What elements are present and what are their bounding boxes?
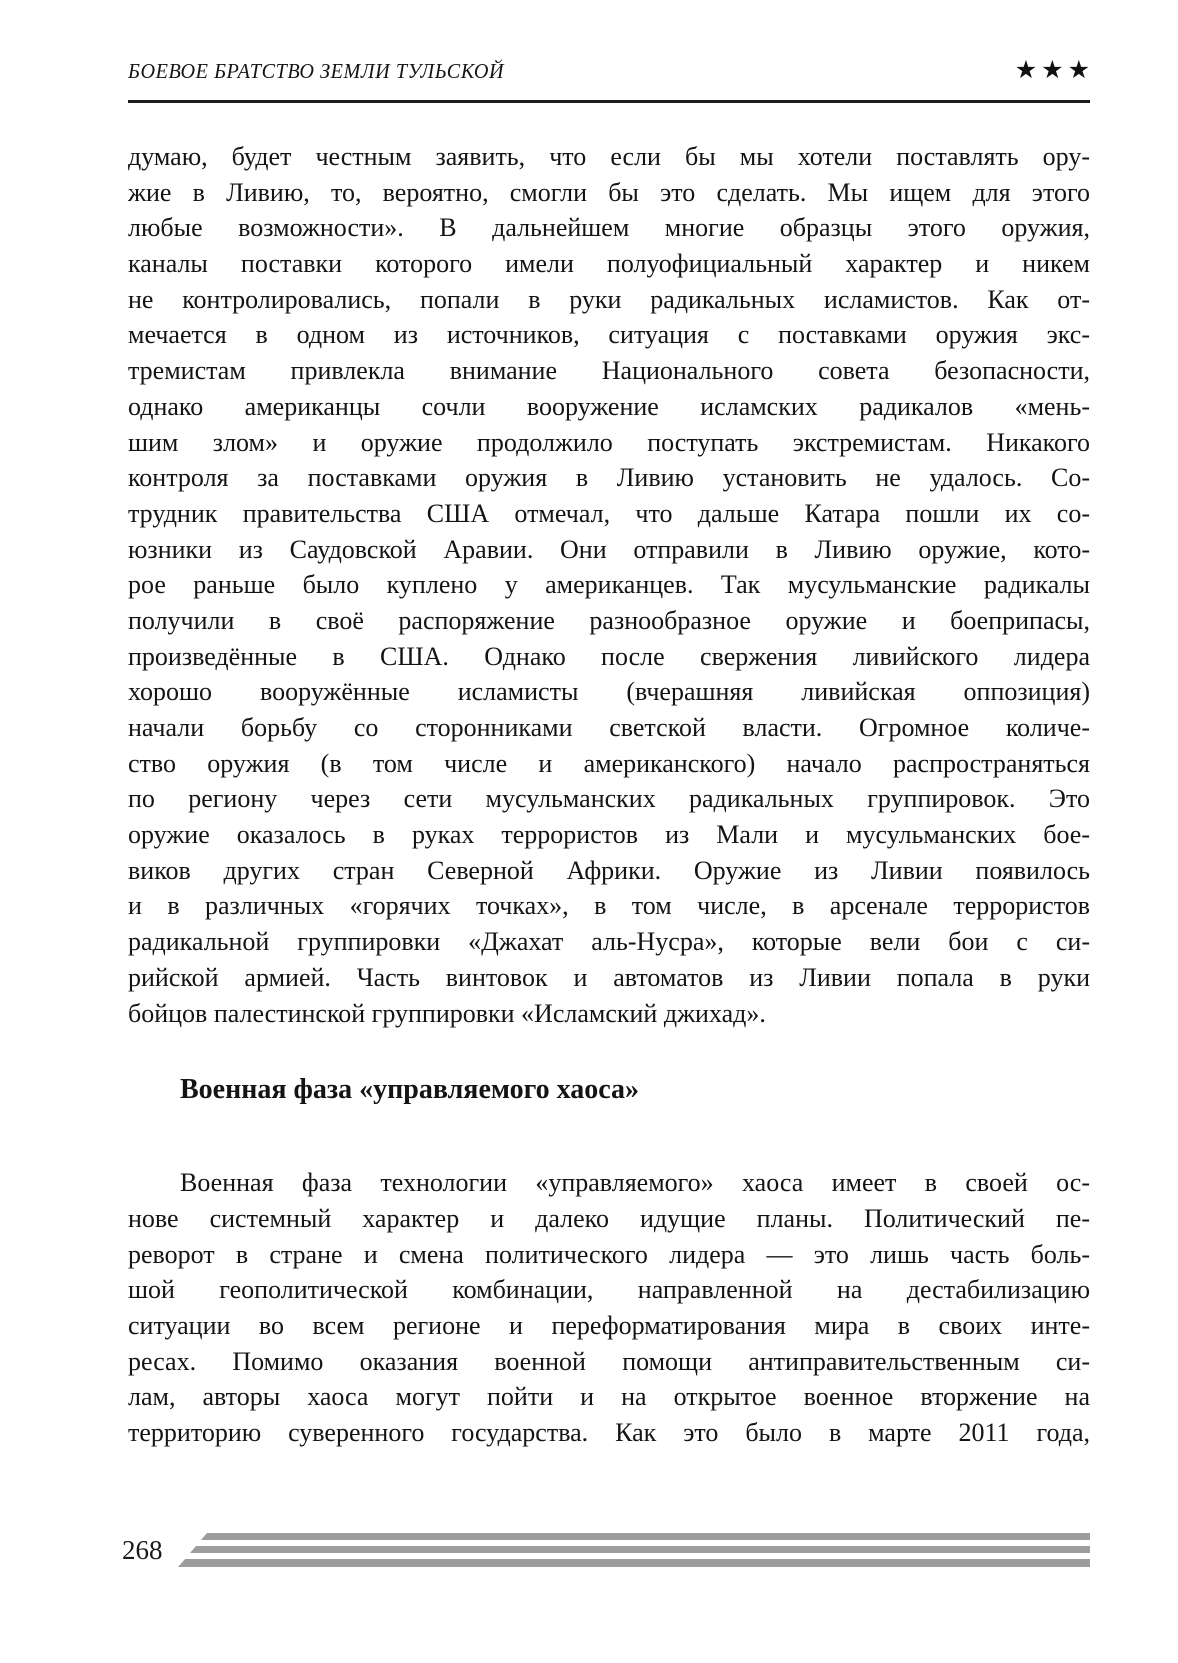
text-line: шим злом» и оружие продолжило поступать экстремистам. Никакого [128, 427, 1090, 457]
footer-stripe [178, 1546, 1090, 1553]
header-rule [128, 100, 1090, 103]
text-line: ситуации во всем регионе и переформатирования мира в своих инте- [128, 1310, 1090, 1340]
text-line: рое раньше было куплено у американцев. Так мусульманские радикалы [128, 570, 1090, 600]
text-line: реворот в стране и смена политического лидера — это лишь часть боль- [128, 1239, 1090, 1269]
text-line: и в различных «горячих точках», в том числе, в арсенале террористов [128, 891, 1090, 921]
three-stars-icon: ★★★ [1014, 57, 1094, 84]
text-line: трудник правительства США отмечал, что дальше Катара пошли их со- [128, 498, 1090, 528]
footer-stripes [178, 1533, 1090, 1567]
paragraph [128, 1165, 1090, 1451]
text-line: лам, авторы хаоса могут пойти и на открытое военное вторжение на [128, 1382, 1090, 1412]
text-line: думаю, будет честным заявить, что если бы мы хотели поставлять ору- [128, 142, 1090, 171]
text-line: бойцов палестинской группировки «Исламский джихад». [128, 998, 766, 1028]
text-line: не контролировались, попали в руки радикальных исламистов. Как от- [128, 284, 1090, 314]
body-text [128, 139, 1090, 1451]
text-line: ство оружия (в том числе и американского) начало распространяться [128, 748, 1090, 778]
text-line: начали борьбу со сторонниками светской власти. Огромное количе- [128, 713, 1090, 742]
text-line: ресах. Помимо оказания военной помощи антиправительственным си- [128, 1346, 1090, 1376]
text-line: любые возможности». В дальнейшем многие образцы этого оружия, [128, 213, 1090, 243]
section-heading: Военная фаза «управляемого хаоса» [180, 1074, 640, 1106]
text-line: виков других стран Северной Африки. Оружие из Ливии появилось [128, 855, 1090, 885]
running-head [128, 57, 1094, 84]
footer-stripe [178, 1533, 1090, 1540]
text-line: мечается в одном из источников, ситуация с поставками оружия экс- [128, 320, 1090, 350]
text-line: Военная фаза технологии «управляемого» хаоса имеет в своей ос- [180, 1168, 1090, 1198]
running-head-title: БОЕВОЕ БРАТСТВО ЗЕМЛИ ТУЛЬСКОЙ [128, 59, 505, 83]
text-line: шой геополитической комбинации, направленной на дестабилизацию [128, 1275, 1090, 1305]
text-line: оружие оказалось в руках террористов из Мали и мусульманских бое- [128, 820, 1090, 850]
text-line: каналы поставки которого имели полуофициальный характер и никем [128, 249, 1090, 279]
text-line: произведённые в США. Однако после свержения ливийского лидера [128, 641, 1090, 671]
text-line: тремистам привлекла внимание Национального совета безопасности, [128, 356, 1090, 386]
text-line: однако американцы сочли вооружение исламских радикалов «мень- [128, 391, 1090, 421]
text-line: юзники из Саудовской Аравии. Они отправили в Ливию оружие, кото- [128, 534, 1090, 564]
footer-stripe [178, 1559, 1090, 1567]
text-line: жие в Ливию, то, вероятно, смогли бы это сделать. Мы ищем для этого [128, 177, 1090, 207]
paragraph [128, 139, 1090, 1031]
text-line: хорошо вооружённые исламисты (вчерашняя ливийская оппозиция) [128, 677, 1090, 707]
text-line: получили в своё распоряжение разнообразное оружие и боеприпасы, [128, 605, 1090, 635]
text-line: нове системный характер и далеко идущие планы. Политический пе- [128, 1203, 1090, 1233]
text-line: радикальной группировки «Джахат аль-Нусра», которые вели бои с си- [128, 927, 1090, 957]
text-line: контроля за поставками оружия в Ливию установить не удалось. Со- [128, 463, 1090, 493]
page-number: 268 [122, 1535, 163, 1565]
text-line: территорию суверенного государства. Как это было в марте 2011 года, [128, 1418, 1090, 1447]
text-line: рийской армией. Часть винтовок и автоматов из Ливии попала в руки [128, 962, 1090, 992]
text-line: по региону через сети мусульманских радикальных группировок. Это [128, 784, 1090, 814]
